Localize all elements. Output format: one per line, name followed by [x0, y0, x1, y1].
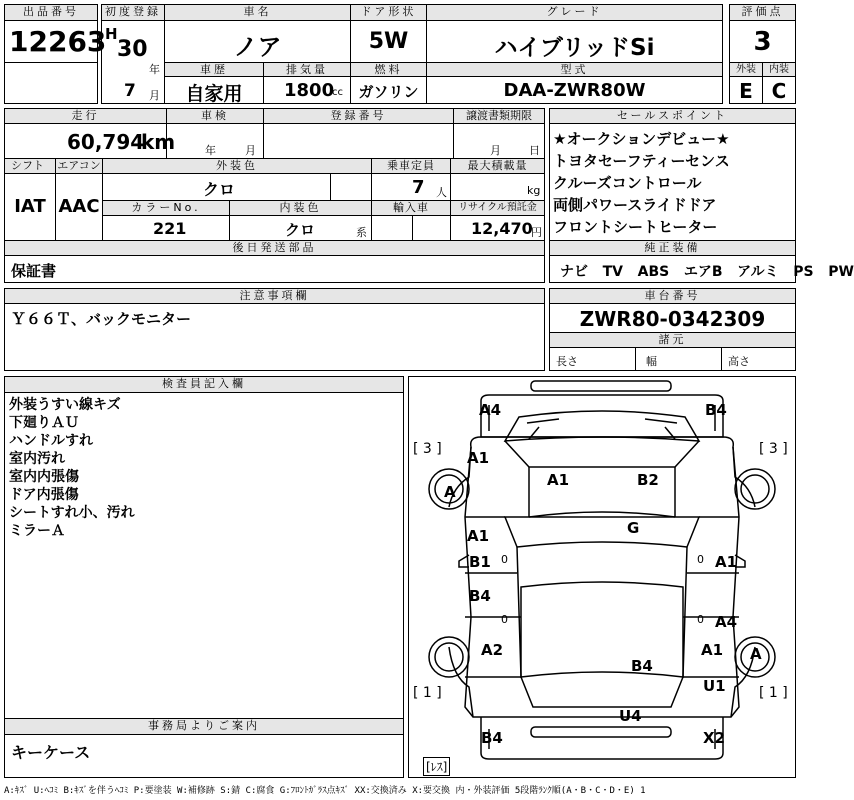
mileage-box: [4, 123, 176, 159]
ac-box: [55, 173, 103, 241]
door-box: [350, 20, 427, 63]
chassis-label: 車台番号: [549, 288, 796, 304]
fuel: ガソリン: [358, 83, 419, 101]
mark-rl-fender: A2: [481, 641, 504, 659]
lot-no: 12263: [9, 25, 107, 58]
damage-diagram: [408, 376, 796, 778]
width-label: 幅: [646, 355, 657, 368]
model-label: 型式: [426, 62, 723, 77]
recycle-label: リサイクル預託金: [450, 200, 545, 216]
transfer-day-unit: 日: [529, 144, 540, 157]
mark-fr-door: A1: [715, 553, 738, 571]
mark-rr-wheel: A: [750, 645, 762, 663]
color-label: 外装色: [102, 158, 372, 174]
load-unit: kg: [527, 184, 541, 197]
office-text: キーケース: [11, 743, 91, 762]
lot-no-label: 出品番号: [4, 4, 98, 21]
mark-fl-wheel: A: [444, 483, 456, 501]
inspection-year-unit: 年: [205, 144, 216, 157]
mark-fl-door2: B1: [469, 553, 491, 571]
color-no-label: カラーNo.: [102, 200, 230, 216]
sales-point-item: トヨタセーフティーセンス: [553, 152, 730, 170]
int-color: クロ: [285, 221, 316, 239]
mark-fl-corner: A4: [479, 401, 502, 419]
mark-fr-door-zero: 0: [697, 553, 704, 566]
capacity-unit: 人: [436, 186, 447, 199]
inspector-item: 下廻りＡＵ: [9, 415, 79, 431]
exterior: E: [739, 79, 753, 103]
car-name-label: 車名: [164, 4, 351, 21]
lot-no-empty: [4, 62, 98, 104]
sales-point-item: フロントシートヒーター: [553, 218, 718, 236]
mark-rear-bumper: U4: [619, 707, 642, 725]
equip-nav: ナビ: [560, 264, 588, 280]
later-parts-box: [4, 255, 545, 283]
inspection-label: 車検: [166, 108, 264, 124]
load-box: [450, 173, 545, 201]
ac-label: エアコン: [55, 158, 103, 174]
capacity-label: 乗車定員: [371, 158, 451, 174]
legend: A:ｷｽﾞ U:ﾍｺﾐ B:ｷｽﾞを伴うﾍｺﾐ P:要塗装 W:補修跡 S:錆 C:腐食 G:ﾌﾛﾝﾄｶﾞﾗｽ点ｷｽﾞ XX:交換済み X:要交換 内・外装評価 5段階ﾗﾝｸ順(A・B・C・D・E) 1: [4, 786, 646, 796]
chassis-number: ZWR80-0342309: [579, 307, 766, 331]
inspector-item: シートすれ小、汚れ: [9, 505, 135, 521]
later-parts-label: 後日発送部品: [4, 240, 545, 256]
mark-hood-l: A1: [547, 471, 570, 489]
transfer-box: [453, 123, 545, 159]
mark-roof-rear: B4: [631, 657, 653, 675]
exterior-box: [729, 76, 763, 104]
height-box: [721, 347, 796, 371]
mark-fl-door: A1: [467, 527, 490, 545]
history-label: 車歴: [164, 62, 264, 77]
capacity-box: [371, 173, 451, 201]
equip-ps: PS: [793, 264, 814, 280]
equipment-box: [549, 255, 854, 283]
color: クロ: [203, 180, 236, 199]
import-box: [371, 215, 451, 241]
displacement-unit: cc: [332, 87, 343, 98]
mark-rr-door: A4: [715, 613, 738, 631]
width-box: [635, 347, 722, 371]
int-color-box: [229, 215, 372, 241]
score: 3: [753, 27, 772, 57]
mark-tire-fr: [ 3 ]: [759, 441, 788, 457]
shift-box: [4, 173, 56, 241]
capacity: 7: [412, 177, 425, 198]
ac: AAC: [58, 196, 100, 217]
grade-box: [426, 20, 723, 63]
era: H: [105, 25, 118, 43]
car-name: ノア: [233, 33, 282, 61]
history: 自家用: [185, 83, 243, 105]
reg-no-label: 登録番号: [263, 108, 454, 124]
mark-rl-door: B4: [469, 587, 491, 605]
interior: C: [771, 79, 787, 103]
equip-airbag: エアB: [683, 264, 723, 280]
model-box: [426, 76, 723, 104]
mark-fl-fender: A1: [467, 449, 490, 467]
displacement-box: [263, 76, 351, 104]
fuel-box: [350, 76, 427, 104]
notes-label: 注意事項欄: [4, 288, 545, 304]
color-no-box: [102, 215, 230, 241]
month-unit: 月: [149, 89, 160, 102]
height-label: 高さ: [728, 355, 750, 368]
length-label: 長さ: [556, 355, 578, 368]
inspection-month-unit: 月: [245, 144, 256, 157]
mark-rr-corner: X2: [703, 729, 726, 747]
inspector-item: 室内汚れ: [9, 451, 65, 467]
grade: ハイブリッドSi: [494, 35, 655, 61]
inspector-item: ハンドルすれ: [9, 433, 93, 449]
car-outline: [409, 377, 795, 777]
sales-point-item: クルーズコントロール: [553, 174, 702, 192]
mark-tire-rr: [ 1 ]: [759, 685, 788, 701]
color-divider: [330, 174, 331, 202]
exterior-label: 外装: [729, 62, 763, 77]
recycle-box: [450, 215, 545, 241]
lot-no-box: [4, 20, 107, 63]
displacement: 1800: [284, 80, 335, 101]
inspector-item: 室内内張傷: [9, 469, 79, 485]
model: DAA-ZWR80W: [503, 80, 646, 101]
equip-alloy: アルミ: [737, 264, 779, 280]
shift-label: シフト: [4, 158, 56, 174]
recycle-unit: 円: [531, 226, 542, 239]
year: 30: [117, 37, 148, 62]
chassis-box: [549, 303, 796, 333]
transfer-month-unit: 月: [490, 144, 501, 157]
sales-points-box: [549, 123, 796, 241]
inspection-box: [166, 123, 264, 159]
mark-rr-door-zero: 0: [697, 613, 704, 626]
inspector-box: [4, 392, 404, 719]
equipment-label: 純正装備: [549, 240, 796, 256]
mark-tire-rl: [ 1 ]: [413, 685, 442, 701]
door-label: ドア形状: [350, 4, 427, 21]
import-label: 輸入車: [371, 200, 451, 216]
mileage-label: 走行: [4, 108, 167, 124]
mark-tire-fl: [ 3 ]: [413, 441, 442, 457]
month: 7: [124, 81, 136, 101]
first-reg-label: 初度登録: [101, 4, 165, 21]
mileage-unit: km: [141, 130, 176, 154]
inspector-item: ドア内張傷: [9, 487, 79, 503]
sales-points-list: [553, 128, 730, 238]
score-box: [729, 20, 796, 63]
interior-box: [762, 76, 796, 104]
notes-text: Ｙ６６Ｔ、バックモニター: [11, 310, 192, 328]
sales-points-label: セールスポイント: [549, 108, 796, 124]
inspector-list: [9, 396, 135, 540]
equip-pw: PW: [828, 264, 854, 280]
door: 5W: [368, 29, 409, 54]
history-box: [164, 76, 264, 104]
displacement-label: 排気量: [263, 62, 351, 77]
mark-rr-fender: A1: [701, 641, 724, 659]
interior-label: 内装: [762, 62, 796, 77]
load-label: 最大積載量: [450, 158, 545, 174]
first-reg-box: [101, 20, 165, 104]
length-box: [549, 347, 636, 371]
mark-spare: [ﾚｽ]: [423, 757, 450, 776]
fuel-label: 燃料: [350, 62, 427, 77]
sales-point-item: 両側パワースライドドア: [553, 196, 717, 214]
equipment-list: [560, 261, 854, 281]
mileage: 60,794: [67, 130, 145, 154]
mark-rl-door-zero: 0: [501, 613, 508, 626]
reg-no-box: [263, 123, 454, 159]
car-name-box: [164, 20, 351, 63]
year-unit: 年: [149, 63, 160, 76]
mark-fr-corner: B4: [705, 401, 727, 419]
inspector-label: 検査員記入欄: [4, 376, 404, 393]
color-no: 221: [153, 219, 187, 238]
mark-hood-r: B2: [637, 471, 659, 489]
score-label: 評価点: [729, 4, 796, 21]
import-divider: [412, 216, 413, 242]
office-label: 事務局よりご案内: [4, 718, 404, 735]
recycle: 12,470: [471, 219, 533, 238]
color-box: [102, 173, 372, 201]
int-color-unit: 系: [356, 226, 367, 239]
notes-box: [4, 303, 545, 371]
shift: IAT: [14, 196, 46, 217]
later-parts: 保証書: [11, 262, 57, 280]
grade-label: グレード: [426, 4, 723, 21]
mark-fl-door-zero: 0: [501, 553, 508, 566]
equip-tv: TV: [602, 264, 624, 280]
mark-windshield: G: [627, 519, 640, 537]
mark-rl-corner: B4: [481, 729, 503, 747]
specs-label: 諸元: [549, 332, 796, 348]
sales-point-item: ★オークションデビュー★: [553, 130, 730, 148]
inspector-item: 外装うすい線キズ: [9, 397, 121, 413]
int-color-label: 内装色: [229, 200, 372, 216]
inspector-item: ミラーＡ: [9, 523, 65, 539]
equip-abs: ABS: [637, 264, 670, 280]
mark-rr-lower: U1: [703, 677, 726, 695]
transfer-label: 譲渡書類期限: [453, 108, 545, 124]
office-box: [4, 734, 404, 778]
